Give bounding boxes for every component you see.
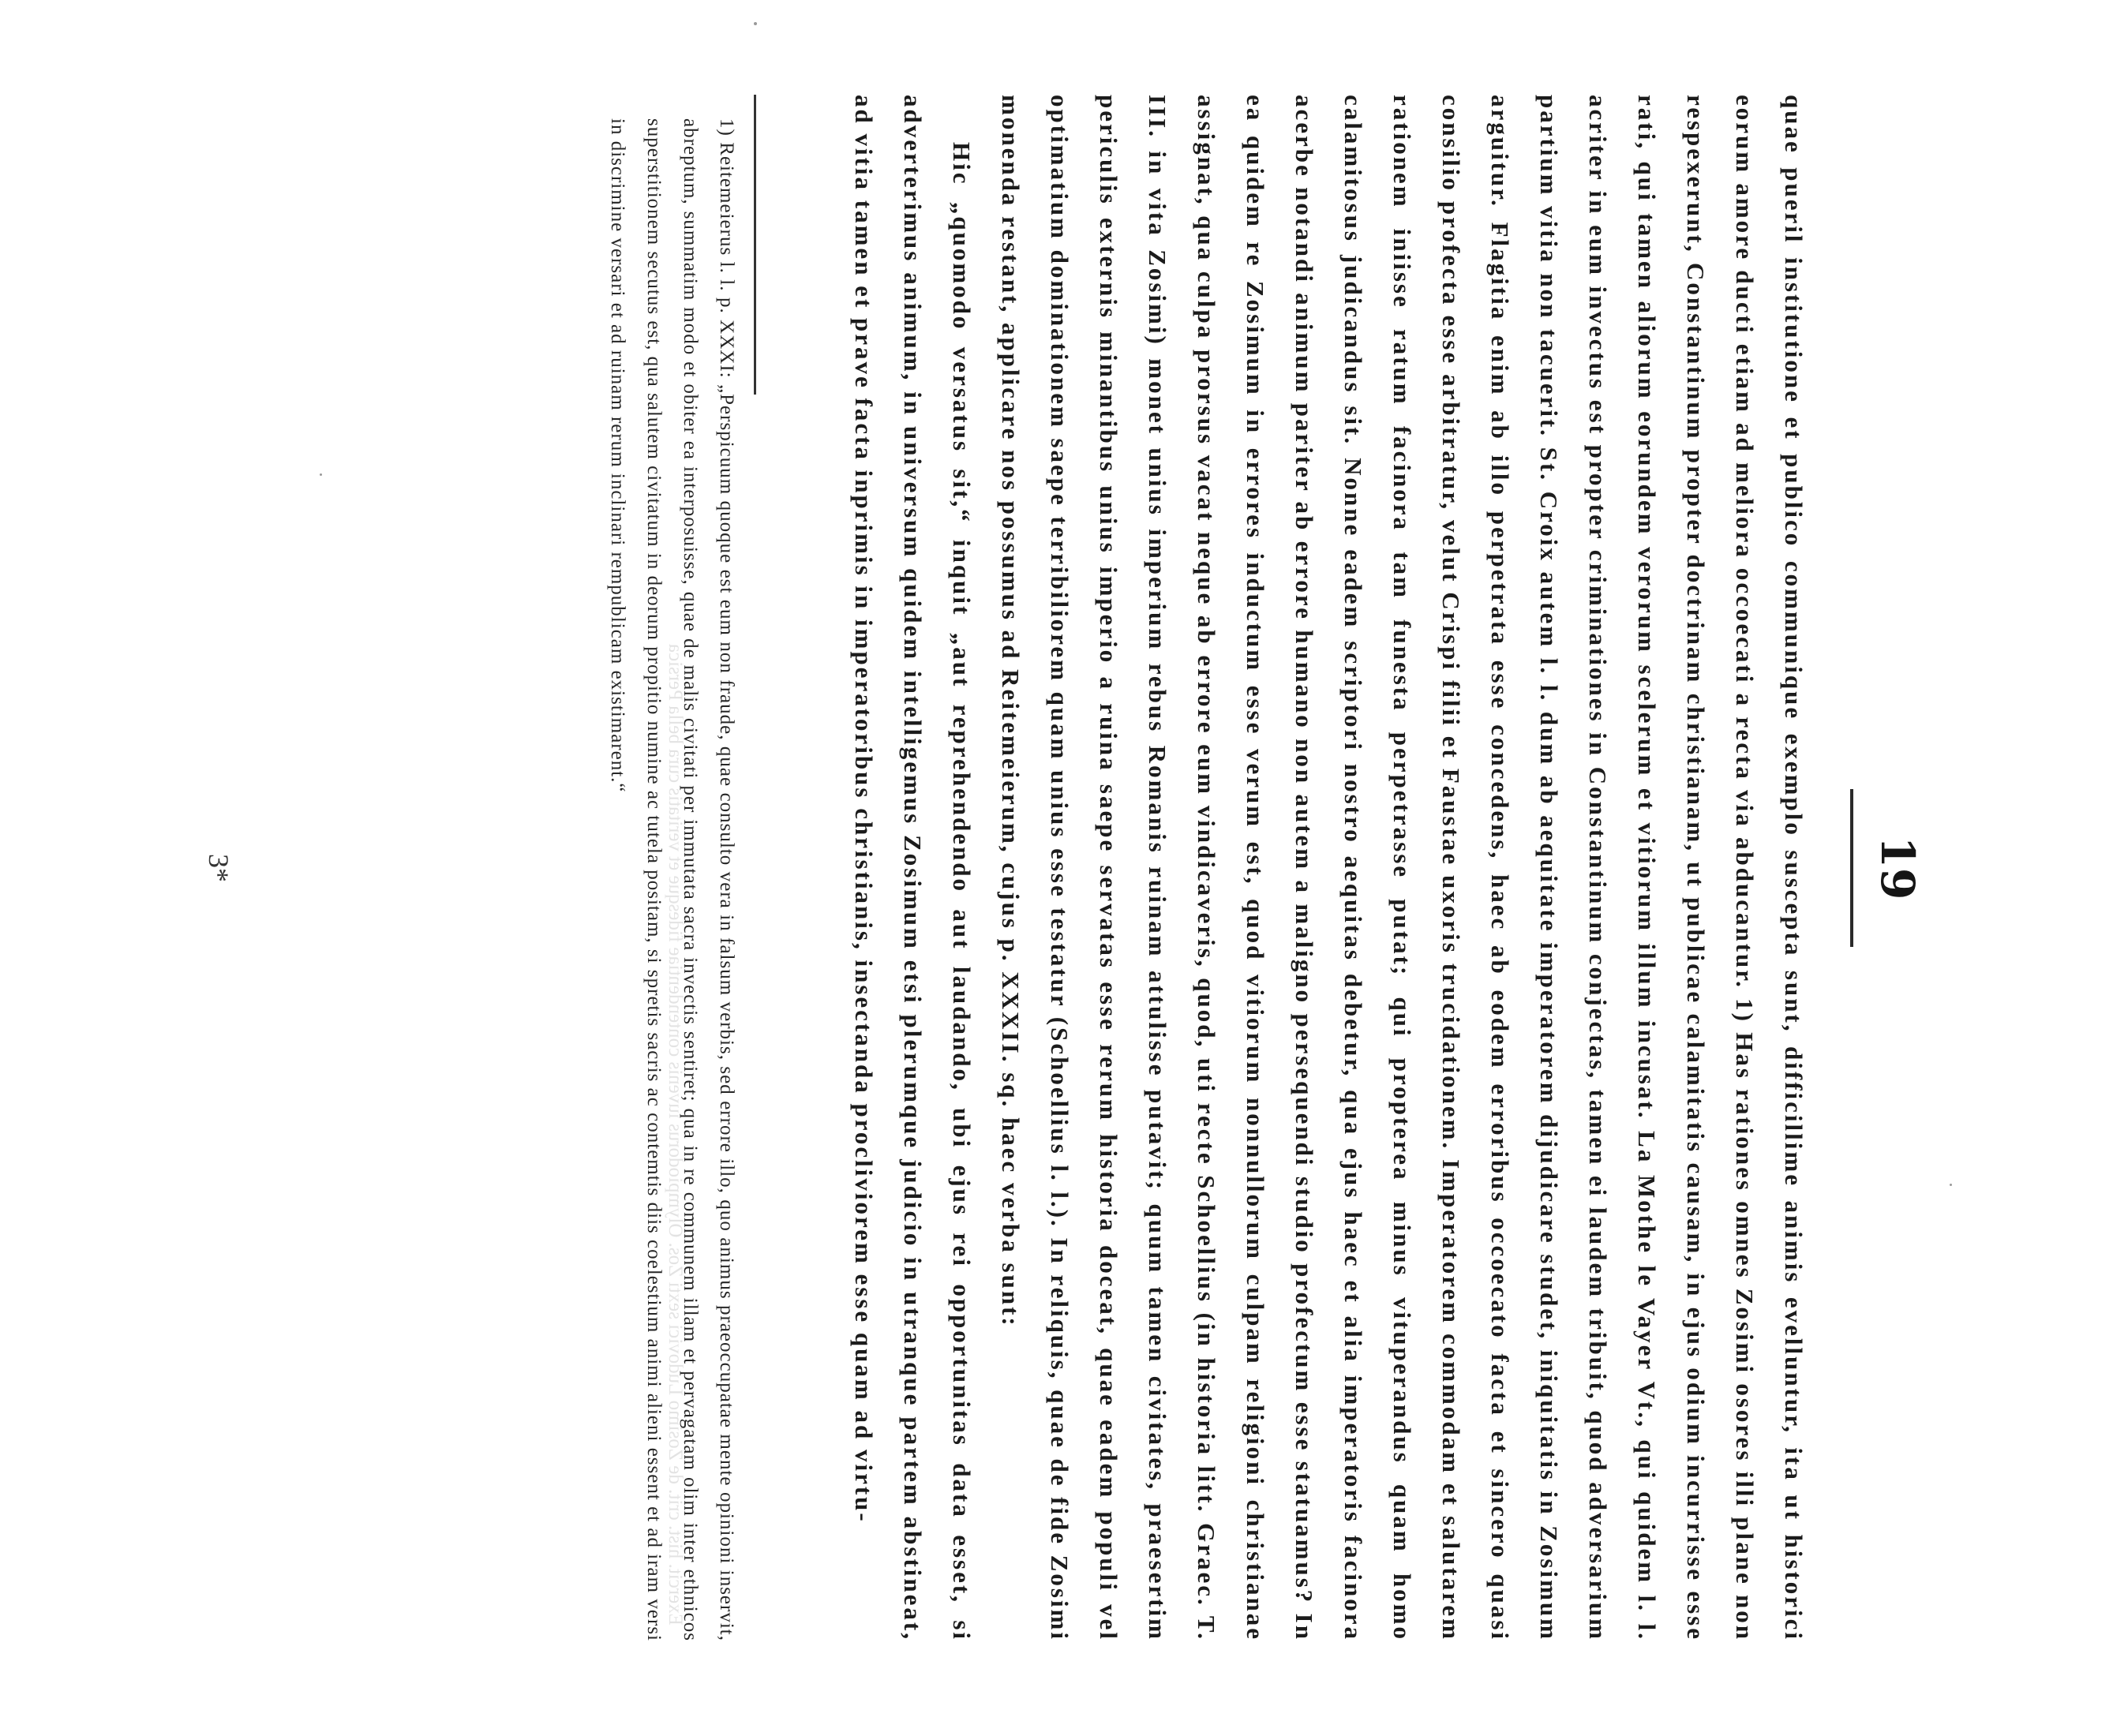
main-text xyxy=(839,95,1818,1641)
page-number: 19 xyxy=(1871,836,1924,900)
page-number-rule xyxy=(1850,789,1853,947)
dust-speck xyxy=(754,22,757,25)
footnote-rule xyxy=(754,95,756,395)
signature-mark: 3* xyxy=(203,854,234,882)
paragraph: Hic „quomodo versatus sit,“ inquit „aut reprehendendo aut laudando, ubi ejus rei opportunitas data esset, si adverterimus animum, in universum quidem intelligemus Zosimum etsi plerumque judicio in utranque partem abstineat, ad vitia tamen et prave facta inprimis in imperatoribus christianis, insectanda procliviorem esse quam ad virtu- xyxy=(850,95,976,1641)
paragraph: quae pueril institutione et publico communique exemplo suscepta sunt, difficillime animis evelluntur, ita ut historici eorum amore ducti etiam ad meliora occoecati a recta via abducantur. 1) Has rationes omnes Zosimi osores illi plane non respexerunt, Constantinum propter doctrinam christianam, ut publicae calamitatis causam, in ejus odium incurrisse esse rati, qui tamen aliorum eorundem verorum scelerum et vitiorum illum incusat. La Mothe le Vayer Vt., qui quidem l. l. acriter in eum invectus est propter criminationes in Constantinum conjectas, tamen ei laudem tribuit, quod adversarium partium vitia non tacuerit. St. Croix autem l. l. dum ab aequitate imperatorem dijudicare studet, iniquitatis in Zosimum arguitur. Flagitia enim ab illo perpetrata esse concedens, haec ab eodem erroribus occoecato facta et sincero quasi consilio profecta esse arbitratur, velut Crispi filii et Faustae uxoris trucidationem. Imperatorem commodam et salutarem rationem iniisse ratum facinora tam funesta perpetrasse putat; qui propterea minus vituperandus quam homo calamitosus judicandus sit. Nonne eadem scriptori nostro aequitas debetur, qua ejus haec et alia imperatoris facinora acerbe notandi animum pariter ab errore humano non autem a maligno persequendi studio profectum esse statuamus? In ea quidem re Zosimum in errores inductum esse verum est, quod vitiorum nonnullorum culpam religioni christianae assignat, qua culpa prorsus vacat neque ab errore eum vindicaveris, quod, uti recte Schoellius (in historia litt. Graec. T. III. in vita Zosimi) monet unius imperium rebus Romanis ruinam attulisse putavit; quum tamen civitates, praesertim periculis externis minantibus unius imperio a ruina saepe servatas esse rerum historia doceat, quae eadem populi vel optimatium dominationem saepe terribiliorem quam unius esse testatur (Schoellius l. l.). In reliquis, quae de fide Zosimi monenda restant, applicare nos possumus ad Reitemeierum, cujus p. XXXII. sq. haec verba sunt: xyxy=(997,95,1808,1641)
bleed-through-text: Exercit. hist. crit. de Zosimo Ludovici sexti Zos. Olympiodorus iuvenis contendentiae fidesque et veritatis cura bella Persica xyxy=(665,643,686,1626)
rotated-page-content xyxy=(156,63,1972,1673)
footnote xyxy=(599,118,744,1641)
footnote-text: 1) Reitemeierus l. l. p. XXXI: „Perspicuum quoque est eum non fraude, quae consulto vera in falsum verbis, sed errore illo, quo animus praeoccupatae mente opinioni inservit, abreptum, summatim modo et obiter ea interposuisse, quae de malis civitati per immutata sacra invectis sentiret; qua in re communem illam et pervagatam olim inter ethnicos superstitionem secutus est, qua salutem civitatum in deorum propitio numine ac tutela positam, si spretis sacris ac contemtis diis coelestium animi alieni essent et ad iram versi in discrimine versari et ad ruinam rerum inclinari rempublicam existimarent.“ xyxy=(607,118,737,1641)
